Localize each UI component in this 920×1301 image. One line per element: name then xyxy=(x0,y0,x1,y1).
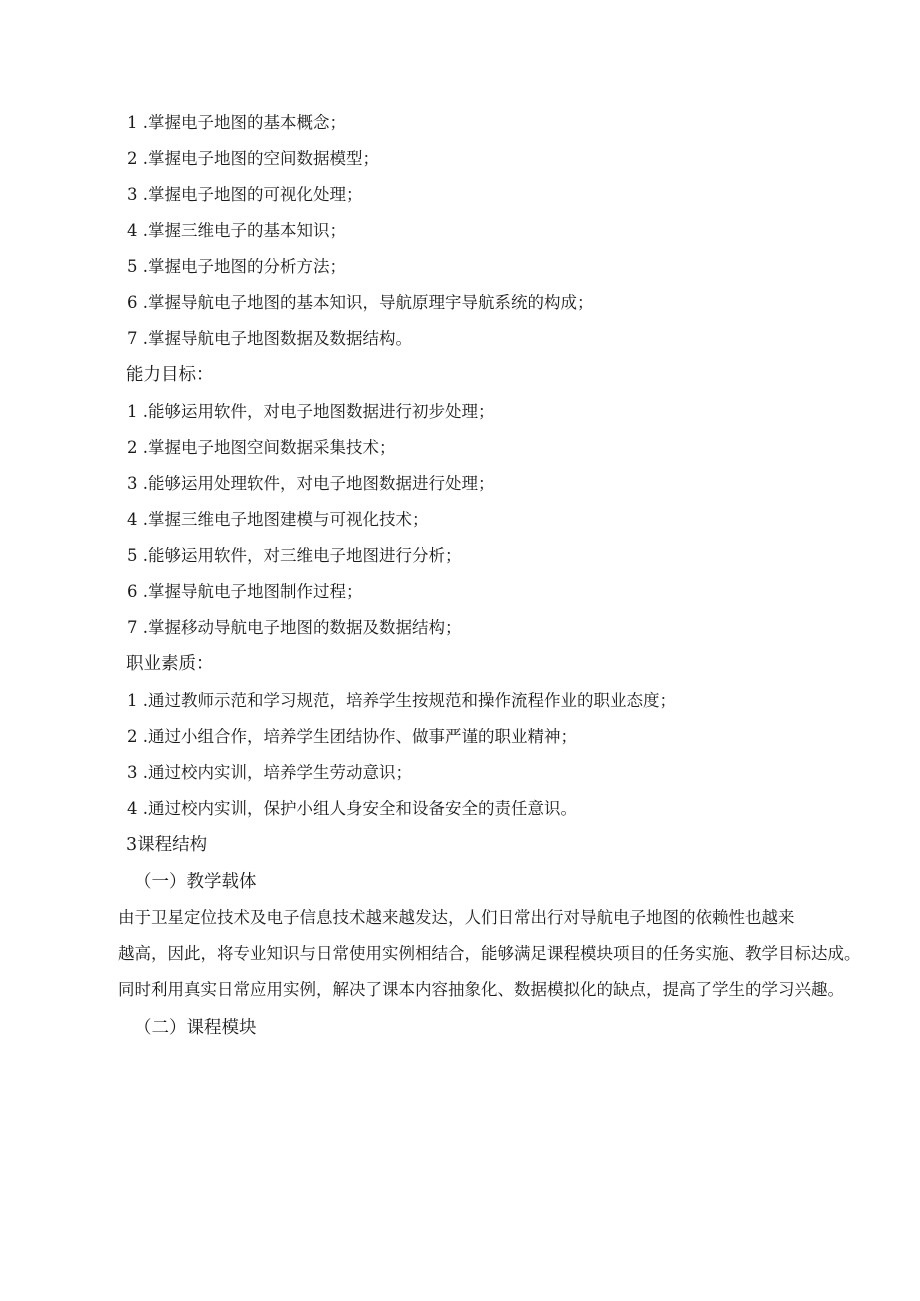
knowledge-goal-item: 2 .掌握电子地图的空间数据模型； xyxy=(127,149,379,168)
ability-goal-item: 2 .掌握电子地图空间数据采集技术； xyxy=(127,438,396,457)
quality-goal-item: 3 .通过校内实训，培养学生劳动意识； xyxy=(127,763,412,782)
knowledge-goal-item: 7 .掌握导航电子地图数据及数据结构。 xyxy=(127,329,412,348)
subsection-course-modules-heading: （二）课程模块 xyxy=(134,1018,257,1038)
teaching-carrier-paragraph xyxy=(118,900,861,1008)
paragraph-line: 同时利用真实日常应用实例，解决了课本内容抽象化、数据模拟化的缺点，提高了学生的学习兴趣。 xyxy=(118,980,844,999)
quality-goal-item: 2 .通过小组合作，培养学生团结协作、做事严谨的职业精神； xyxy=(127,727,577,746)
knowledge-goal-item: 3 .掌握电子地图的可视化处理； xyxy=(127,185,363,204)
quality-goals-heading: 职业素质： xyxy=(126,654,214,674)
knowledge-goal-item: 1 .掌握电子地图的基本概念； xyxy=(127,113,346,132)
ability-goal-item: 6 .掌握导航电子地图制作过程； xyxy=(127,582,363,601)
ability-goals-heading: 能力目标： xyxy=(126,365,214,385)
ability-goal-item: 5 .能够运用软件，对三维电子地图进行分析； xyxy=(127,546,462,565)
section-3-heading: 3课程结构 xyxy=(126,835,208,855)
quality-goal-item: 1 .通过教师示范和学习规范，培养学生按规范和操作流程作业的职业态度； xyxy=(127,691,676,710)
ability-goal-item: 3 .能够运用处理软件，对电子地图数据进行处理； xyxy=(127,474,495,493)
knowledge-goal-item: 6 .掌握导航电子地图的基本知识，导航原理宇导航系统的构成； xyxy=(127,293,594,312)
ability-goal-item: 1 .能够运用软件，对电子地图数据进行初步处理； xyxy=(127,402,495,421)
paragraph-line: 越高，因此，将专业知识与日常使用实例相结合，能够满足课程模块项目的任务实施、教学目标达成。 xyxy=(118,944,861,963)
ability-goal-item: 7 .掌握移动导航电子地图的数据及数据结构； xyxy=(127,618,462,637)
quality-goal-item: 4 .通过校内实训，保护小组人身安全和设备安全的责任意识。 xyxy=(127,799,577,818)
knowledge-goal-item: 4 .掌握三维电子的基本知识； xyxy=(127,221,346,240)
ability-goal-item: 4 .掌握三维电子地图建模与可视化技术； xyxy=(127,510,429,529)
paragraph-line: 由于卫星定位技术及电子信息技术越来越发达，人们日常出行对导航电子地图的依赖性也越来 xyxy=(118,908,795,927)
knowledge-goal-item: 5 .掌握电子地图的分析方法； xyxy=(127,257,346,276)
subsection-teaching-carrier-heading: （一）教学载体 xyxy=(134,872,257,892)
